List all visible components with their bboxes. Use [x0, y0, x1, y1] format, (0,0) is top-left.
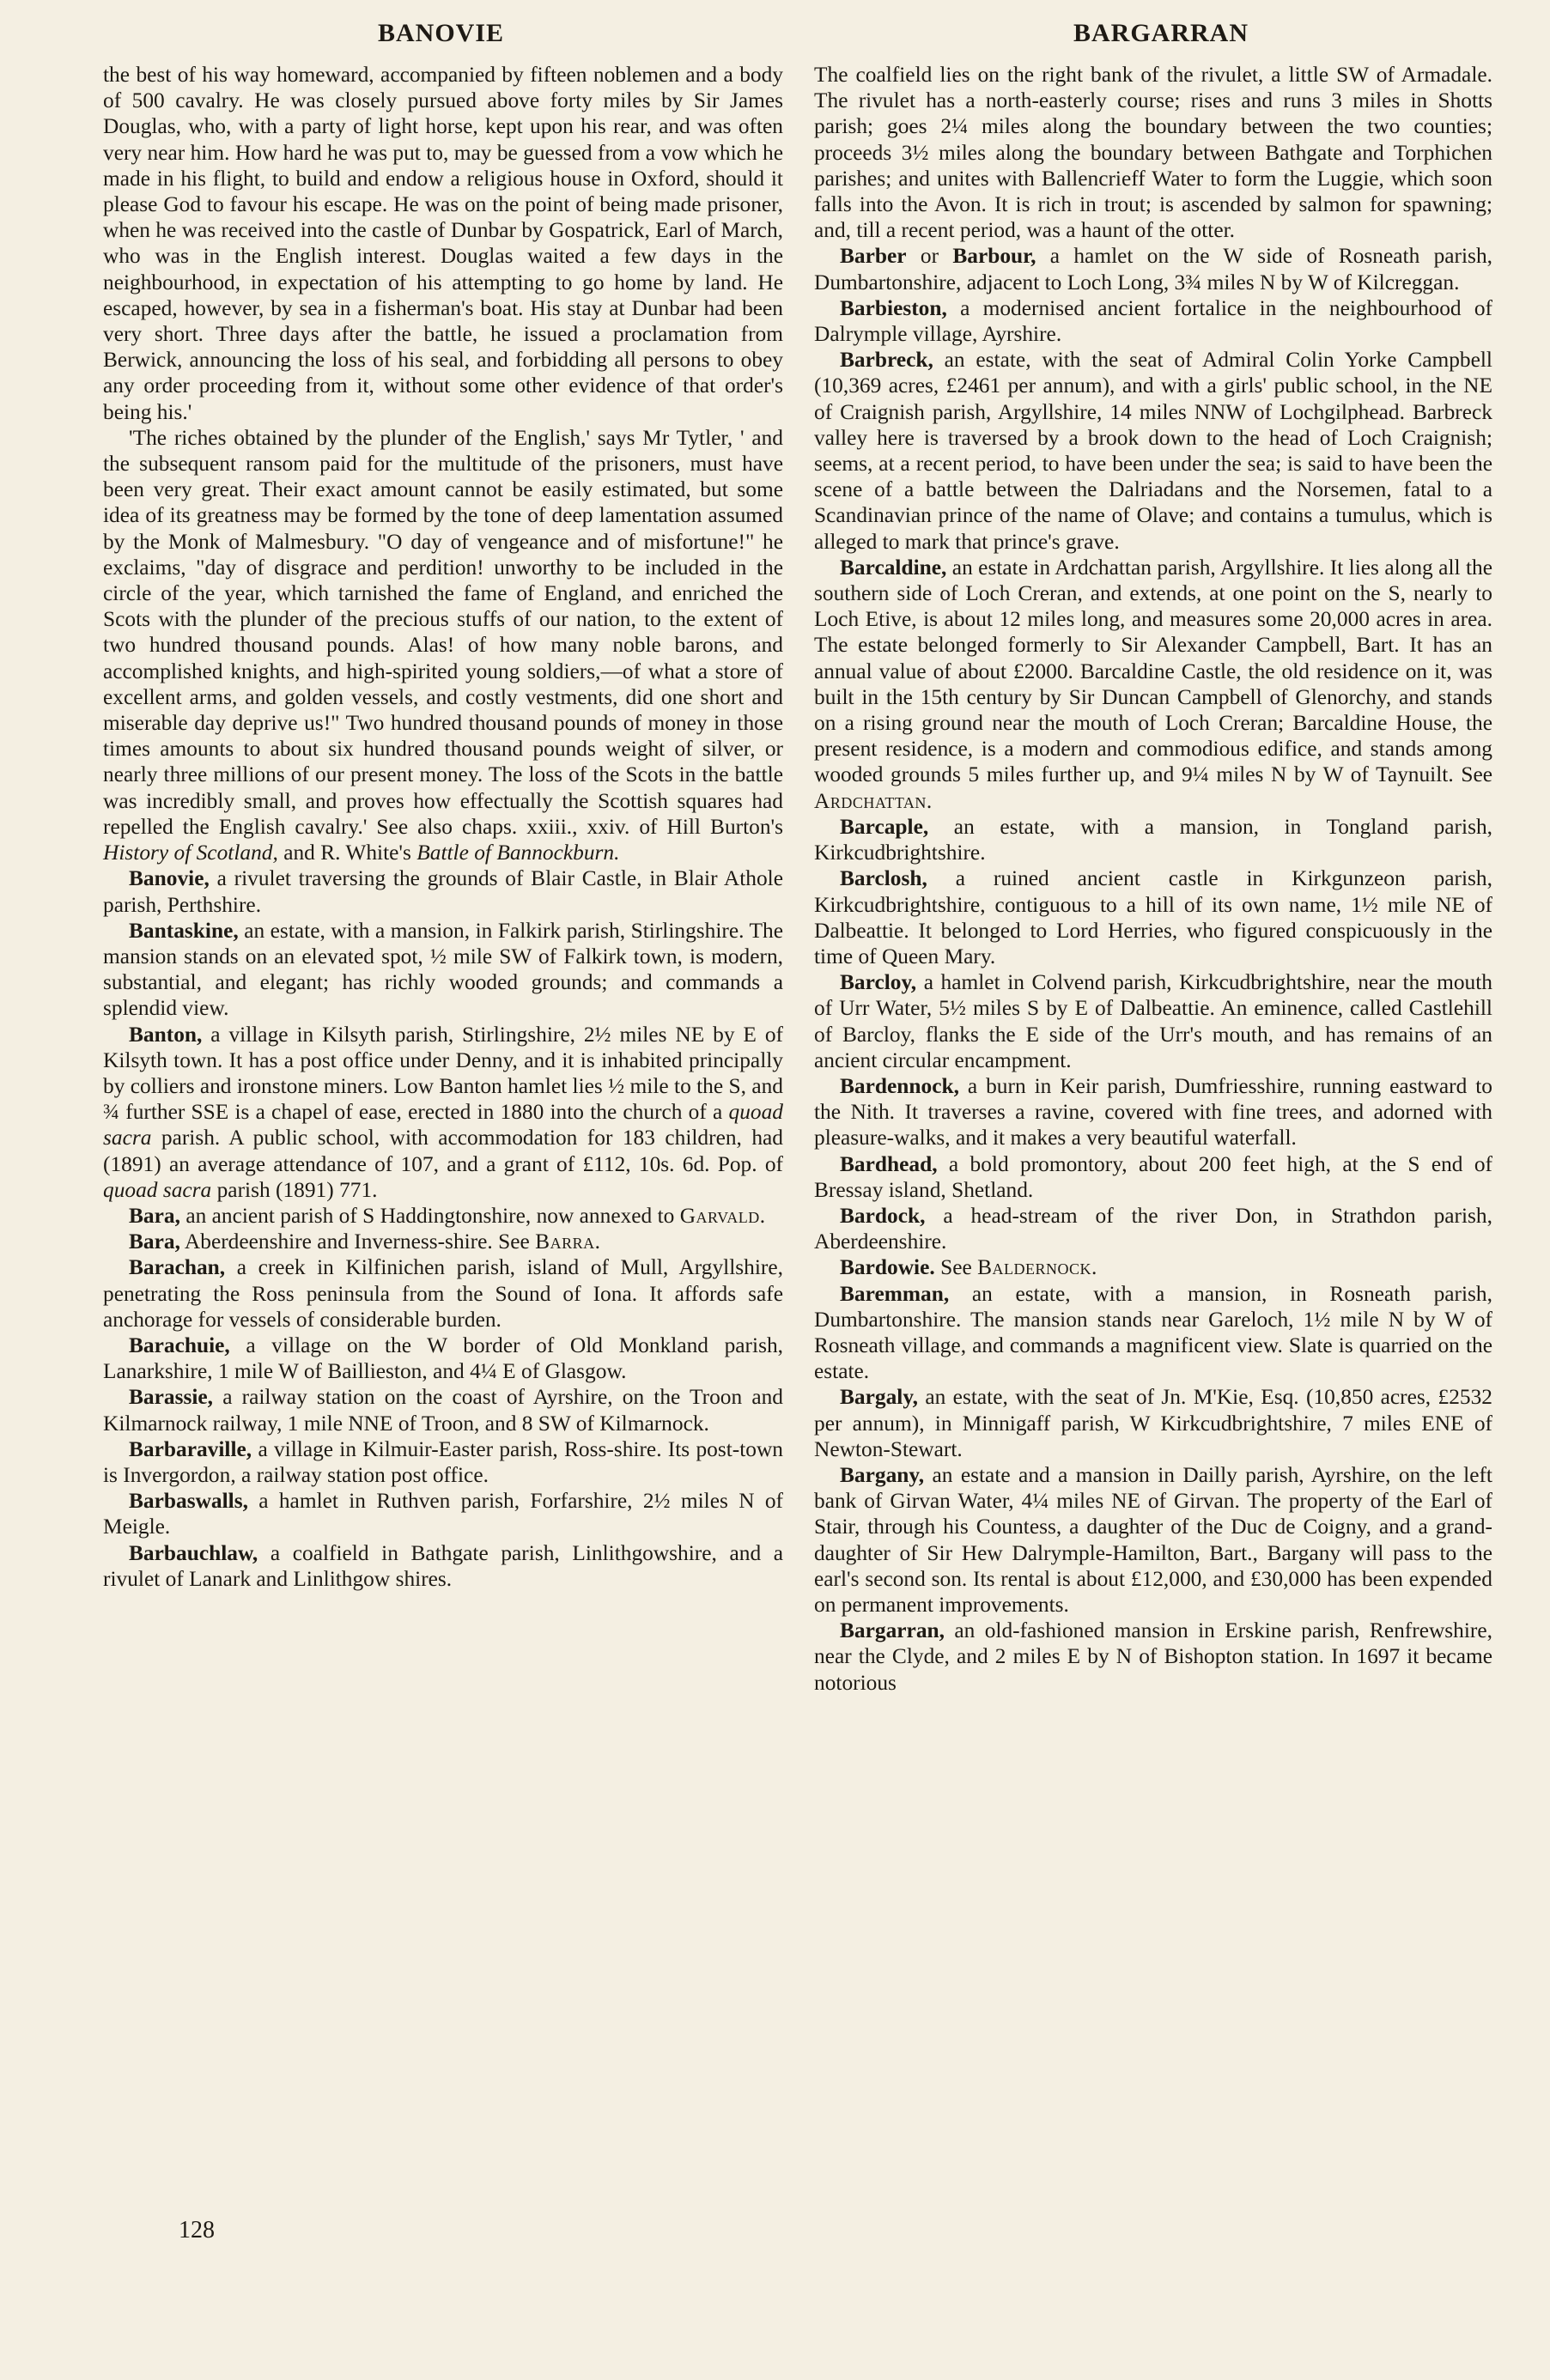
cross-reference: Garvald.: [679, 1203, 766, 1228]
entry-headword: Bargany,: [840, 1462, 925, 1487]
entry-text: a railway station on the coast of Ayrshire, on the Troon and Kilmarnock railway, 1 mile NNE of Troon, and 8 SW of Kilmarnock.: [103, 1385, 784, 1436]
gazetteer-entry: [814, 347, 1492, 555]
entry-headword: Bardowie.: [840, 1255, 935, 1280]
gazetteer-entry: [814, 1151, 1492, 1203]
gazetteer-entry: [103, 918, 783, 1022]
entry-text: a ruined ancient castle in Kirkgunzeon parish, Kirkcudbrightshire, contiguous to a hill of its own name, 1½ mile NE of Dalbeattie. It belonged to Lord Herries, who figured conspicuously in the time of Queen Mary.: [814, 866, 1492, 968]
entry-headword-alt: Barbour,: [952, 244, 1036, 269]
paragraph: [103, 62, 783, 425]
entry-headword: Barber: [840, 244, 907, 269]
running-head-right: BARGARRAN: [1073, 19, 1249, 47]
gazetteer-entry: [814, 865, 1492, 969]
entry-headword: Baremman,: [840, 1281, 950, 1306]
entry-text: a burn in Keir parish, Dumfriesshire, running eastward to the Nith. It traverses a ravine, covered with fine trees, and adorned with pleasure-walks, and it makes a very beautiful waterfall.: [814, 1073, 1492, 1151]
gazetteer-entry: [814, 243, 1492, 294]
entry-text-cont: and R. White's: [283, 841, 411, 865]
entry-headword: Barcaple,: [840, 814, 929, 839]
entry-headword: Barassie,: [129, 1385, 214, 1410]
entry-text: a coalfield in Bathgate parish, Linlithgowshire, and a rivulet of Lanark and Linlithgow shires.: [103, 1540, 784, 1591]
entry-headword: Bantaskine,: [129, 918, 239, 943]
cross-reference: Barra.: [535, 1229, 601, 1254]
italic-text: quoad sacra: [103, 1100, 783, 1151]
gazetteer-entry: [814, 814, 1492, 865]
entry-text: an estate, with the seat of Jn. M'Kie, Esq. (10,850 acres, £2532 per annum), in Minnigaff parish, W Kirkcudbrightshire, 7 miles ENE of Newton-Stewart.: [814, 1385, 1492, 1461]
gazetteer-entry: [814, 1254, 1492, 1280]
entry-headword: Barbauchlaw,: [129, 1540, 258, 1565]
entry-headword: Barbaraville,: [129, 1436, 252, 1461]
entry-text: an ancient parish of S Haddingtonshire, now annexed to: [185, 1203, 675, 1228]
entry-headword: Bargaly,: [840, 1385, 918, 1410]
entry-text: a creek in Kilfinichen parish, island of Mull, Argyllshire, penetrating the Ross peninsula from the Sound of Iona. It affords safe anchorage for vessels of considerable burden.: [103, 1255, 783, 1332]
entry-headword: Bardock,: [840, 1203, 926, 1228]
entry-headword: Barachan,: [129, 1255, 226, 1280]
entry-text: an estate, with a mansion, in Falkirk parish, Stirlingshire. The mansion stands on an elevated spot, ½ mile SW of Falkirk town, is modern, substantial, and elegant; has richly wooded grounds; and commands a splendid view.: [103, 918, 783, 1021]
entry-text: an estate and a mansion in Dailly parish, Ayrshire, on the left bank of Girvan Water, 4¼ miles NE of Girvan. The property of the Earl of Stair, through his Countess, a daughter of the Duc de Coigny, and a grand-daughter of Sir Hew Dalrymple-Hamilton, Bart., Bargany will pass to the earl's second son. Its rental is about £12,000, and £30,000 has been expended on permanent improvements.: [814, 1462, 1492, 1617]
entry-text: a modernised ancient fortalice in the neighbourhood of Dalrymple village, Ayrshire.: [814, 295, 1492, 347]
entry-text-cont: parish. A public school, with accommodation for 183 children, had (1891) an average attendance of 107, and a grant of £112, 10s. 6d. Pop. of: [103, 1126, 783, 1176]
gazetteer-entry: [103, 1229, 783, 1254]
gazetteer-entry: [814, 1462, 1492, 1618]
entry-text: a village in Kilmuir-Easter parish, Ross-shire. Its post-town is Invergordon, a railway station post office.: [103, 1436, 784, 1487]
entry-headword: Barbreck,: [840, 348, 933, 373]
entry-headword: Bardennock,: [840, 1073, 959, 1098]
entry-text: a village on the W border of Old Monkland parish, Lanarkshire, 1 mile W of Baillieston, and 4¼ E of Glasgow.: [103, 1333, 783, 1384]
entry-headword: Bargarran,: [840, 1618, 945, 1643]
gazetteer-entry: [103, 1436, 783, 1488]
gazetteer-entry: [103, 1254, 783, 1333]
cross-reference: Ardchattan.: [814, 788, 933, 813]
gazetteer-entry: [814, 1384, 1492, 1462]
italic-text: Battle of Bannockburn.: [416, 841, 620, 865]
italic-text: quoad sacra: [103, 1177, 212, 1202]
entry-text: an estate in Ardchattan parish, Argyllshire. It lies along all the southern side of Loch Creran, and extends, at one point on the S, nearly to Loch Etive, is about 12 miles long, and measures some 20,000 acres in area. The estate belonged formerly to Sir Alexander Campbell, Bart. It has an annual value of about £2000. Barcaldine Castle, the old residence on it, was built in the 15th century by Sir Duncan Campbell of Glenorchy, and stands on a rising ground near the mouth of Loch Creran; Barcaldine House, the present residence, is a modern and commodious edifice, and stands among wooded grounds 5 miles further up, and 9¼ miles N by W of Taynuilt. See: [814, 555, 1492, 787]
entry-text: a bold promontory, about 200 feet high, at the S end of Bressay island, Shetland.: [814, 1151, 1492, 1202]
gazetteer-entry: [103, 1333, 783, 1384]
entry-text: 'The riches obtained by the plunder of the English,' says Mr Tytler, ' and the subsequent ransom paid for the multitude of the prisoners, must have been very great. Their exact amount cannot be easily estimated, but some idea of its greatness may be formed by the tone of deep lamentation assumed by the Monk of Malmesbury. "O day of vengeance and of misfortune!" he exclaims, "day of disgrace and perdition! unworthy to be included in the circle of the year, which tarnished the fame of England, and enriched the Scots with the plunder of the precious stuffs of our nation, to the extent of two hundred thousand pounds. Alas! of how many noble barons, and accomplished knights, and high-spirited young soldiers,—of what a store of excellent arms, and golden vessels, and costly vestments, did one short and miserable day deprive us!" Two hundred thousand pounds of money in those times amounts to about six hundred thousand pounds weight of silver, or nearly three millions of our present money. The loss of the Scots in the battle was incredibly small, and proves how effectually the Scottish squares had repelled the English cavalry.' See also chaps. xxiii., xxiv. of Hill Burton's: [103, 425, 783, 839]
entry-text: a head-stream of the river Don, in Strathdon parish, Aberdeenshire.: [814, 1203, 1492, 1254]
entry-headword: Bara,: [129, 1229, 180, 1254]
entry-headword: Barbieston,: [840, 295, 947, 320]
gazetteer-entry: [103, 1022, 783, 1203]
entry-headword: Bardhead,: [840, 1151, 938, 1176]
entry-text: a hamlet in Colvend parish, Kirkcudbrightshire, near the mouth of Urr Water, 5½ miles S by E of Dalbeattie. An eminence, called Castlehill of Barcloy, flanks the E side of the Urr's mouth, and has remains of an ancient circular encampment.: [814, 970, 1492, 1072]
gazetteer-entry: [103, 1384, 783, 1436]
italic-text: History of Scotland,: [103, 841, 278, 865]
gazetteer-entry: [814, 969, 1492, 1073]
gazetteer-entry: [103, 865, 783, 917]
paragraph: [103, 425, 783, 865]
gazetteer-entry: [103, 1488, 783, 1539]
entry-headword: Barclosh,: [840, 866, 927, 891]
paragraph: [814, 62, 1492, 243]
entry-connector: or: [920, 244, 939, 269]
entry-headword: Barachuie,: [129, 1333, 230, 1357]
entry-text: a hamlet on the W side of Rosneath parish, Dumbartonshire, adjacent to Loch Long, 3¾ miles N by W of Kilcreggan.: [814, 244, 1492, 294]
page-number: 128: [179, 2217, 215, 2243]
gazetteer-entry: [814, 1281, 1492, 1385]
entry-text: The coalfield lies on the right bank of the rivulet, a little SW of Armadale. The rivulet has a north-easterly course; rises and runs 3 miles in Shotts parish; goes 2¼ miles along the boundary between the two counties; proceeds 3½ miles along the boundary between Bathgate and Torphichen parishes; and unites with Ballencrieff Water to form the Luggie, which soon falls into the Avon. It is rich in trout; is ascended by salmon for spawning; and, till a recent period, was a haunt of the otter.: [814, 63, 1492, 243]
entry-headword: Banton,: [129, 1022, 203, 1047]
entry-text: an estate, with a mansion, in Tongland parish, Kirkcudbrightshire.: [814, 814, 1492, 865]
entry-text: a village in Kilsyth parish, Stirlingshire, 2½ miles NE by E of Kilsyth town. It has a post office under Denny, and it is inhabited principally by colliers and ironstone miners. Low Banton hamlet lies ½ mile to the S, and ¾ further SSE is a chapel of ease, erected in 1880 into the church of a: [103, 1022, 783, 1125]
entry-text: a rivulet traversing the grounds of Blair Castle, in Blair Athole parish, Perthshire.: [103, 866, 783, 917]
gazetteer-entry: [814, 1618, 1492, 1696]
gazetteer-entry: [103, 1203, 783, 1229]
entry-text: See: [940, 1255, 972, 1280]
entry-headword: Banovie,: [129, 866, 210, 891]
right-column: [814, 62, 1492, 1696]
entry-text: a hamlet in Ruthven parish, Forfarshire, 2½ miles N of Meigle.: [103, 1489, 783, 1539]
entry-text: an estate, with the seat of Admiral Colin Yorke Campbell (10,369 acres, £2461 per annum), and with a girls' public school, in the NE of Craignish parish, Argyllshire, 14 miles NNW of Lochgilphead. Barbreck valley here is traversed by a brook down to the head of Loch Craignish; seems, at a recent period, to have been under the sea; is said to have been the scene of a battle between the Dalriadans and the Norsemen, fatal to a Scandinavian prince of the name of Olave; and contains a tumulus, which is alleged to mark that prince's grave.: [814, 348, 1492, 554]
entry-text-tail: parish (1891) 771.: [216, 1177, 378, 1202]
entry-headword: Barbaswalls,: [129, 1489, 248, 1514]
gazetteer-entry: [814, 1073, 1492, 1151]
entry-text: the best of his way homeward, accompanied by fifteen noblemen and a body of 500 cavalry. He was closely pursued above forty miles by Sir James Douglas, who, with a party of light horse, kept upon his rear, and was often very near him. How hard he was put to, may be guessed from a vow which he made in his flight, to build and endow a religious house in Oxford, should it please God to favour his escape. He was on the point of being made prisoner, when he was received into the castle of Dunbar by Gospatrick, Earl of March, who was in the English interest. Douglas waited a few days in the neighbourhood, in expectation of his attempting to go home by land. He escaped, however, by sea in a fisherman's boat. His stay at Dunbar had been very short. Three days after the battle, he issued a proclamation from Berwick, announcing the loss of his seal, and forbidding all persons to obey any order proceeding from it, without some other evidence of that order's being his.': [103, 63, 783, 424]
running-head-left: BANOVIE: [378, 19, 505, 47]
gazetteer-entry: [814, 555, 1492, 814]
left-column: [103, 62, 783, 1592]
entry-headword: Barcloy,: [840, 970, 917, 995]
entry-text: Aberdeenshire and Inverness-shire. See: [184, 1229, 530, 1254]
gazetteer-entry: [814, 295, 1492, 347]
cross-reference: Baldernock.: [977, 1255, 1097, 1280]
entry-headword: Bara,: [129, 1203, 180, 1228]
gazetteer-entry: [814, 1203, 1492, 1254]
entry-text: an estate, with a mansion, in Rosneath parish, Dumbartonshire. The mansion stands near Gareloch, 1½ mile N by W of Rosneath village, and commands a magnificent view. Slate is quarried on the estate.: [814, 1281, 1492, 1384]
entry-text: an old-fashioned mansion in Erskine parish, Renfrewshire, near the Clyde, and 2 miles E by N of Bishopton station. In 1697 it became notorious: [814, 1618, 1492, 1695]
entry-headword: Barcaldine,: [840, 555, 947, 580]
gazetteer-entry: [103, 1540, 783, 1592]
